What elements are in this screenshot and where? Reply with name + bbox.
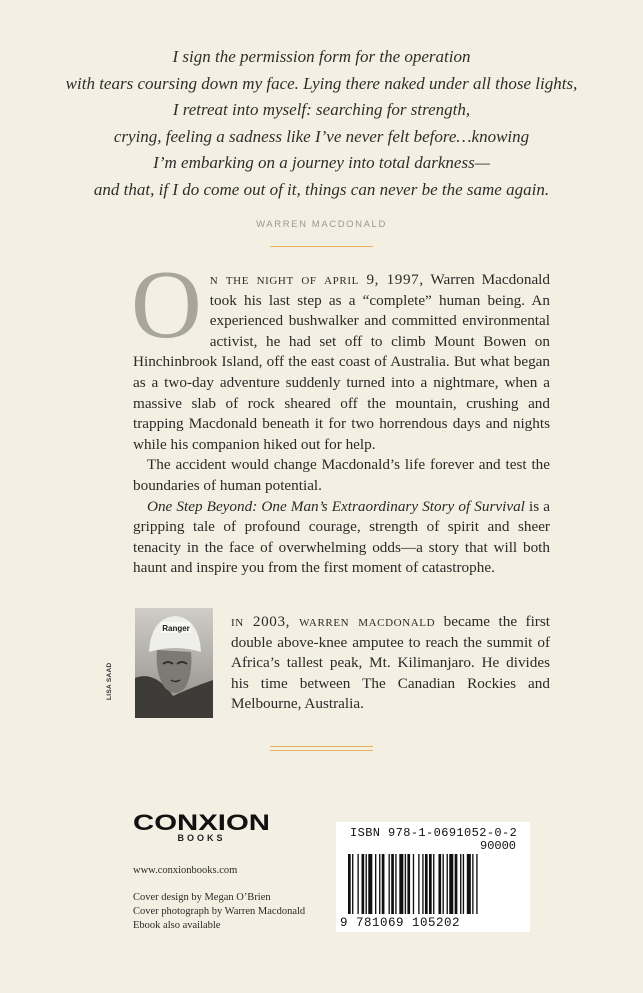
drop-cap: O [131,251,202,359]
barcode-bar [449,854,453,914]
barcode-bar [433,854,434,914]
book-title: One Step Beyond: One Man’s Extraordinary Story of Survival [147,497,525,515]
credit-design: Cover design by Megan O’Brien [133,892,271,903]
quote-line: I’m embarking on a journey into total darkness— [153,153,490,172]
epigraph-quote [40,44,603,203]
barcode-bar [375,854,376,914]
quote-attribution: WARREN MACDONALD [256,219,387,230]
barcode-bar [352,854,353,914]
barcode-bar [368,854,372,914]
barcode-bar [389,854,390,914]
barcode-bar [357,854,358,914]
helmet-label: Ranger [162,624,190,633]
ebook-note: Ebook also available [133,920,221,931]
bio-lead: in 2003, warren macdonald [231,613,436,630]
quote-line: I retreat into myself: searching for strength, [172,100,471,119]
barcode-bar [366,854,367,914]
barcode-bar [443,854,444,914]
blurb [131,251,550,579]
ean-number: 9 781069 105202 [340,916,461,930]
isbn-number: ISBN 978-1-0691052-0-2 [350,826,518,840]
barcode-bar [425,854,428,914]
barcode-bar [463,854,464,914]
quote-line: crying, feeling a sadness like I’ve never felt before…knowing [113,126,530,146]
barcode-bar [395,854,396,914]
top-divider [270,246,373,247]
bio-text: became the first double above-knee amputee to reach the summit of Africa’s tallest peak, Mt. Kilimanjaro. He divides his time between The Canadian Rockies and Melbourne, Australia. [231,613,550,713]
barcode-bar [405,854,406,914]
blurb-paragraph-3 [133,497,550,579]
blurb-p3-text: is a gripping tale of profound courage, strength of spirit and sheer tenacity in the face of overwhelming odds—a story that will both haunt and inspire you from the first moment of catastrophe. [133,497,550,577]
barcode-bar [455,854,458,914]
barcode-bar [379,854,380,914]
author-bio [231,612,550,715]
price-code: 90000 [480,839,517,853]
publisher-website: www.conxionbooks.com [133,865,238,876]
quote-line: and that, if I do come out of it, things can never be the same again. [93,179,550,199]
credit-photograph: Cover photograph by Warren Macdonald [133,906,306,917]
blurb-lead: n the night of april 9, 1997, [209,271,424,288]
conxion-logo [133,806,273,856]
logo-subtext: BOOKS [177,833,226,843]
barcode-bar [467,854,471,914]
barcode-area [336,822,530,932]
author-photo-image [135,608,213,718]
bottom-divider [270,746,373,751]
barcode-bar [418,854,419,914]
author-photo [135,608,213,718]
photo-credit: LISA SAAD [106,662,113,700]
barcode-bar [472,854,473,914]
quote-line: I sign the permission form for the operation [172,47,471,66]
logo-wordmark: CONXION [133,810,270,835]
blurb-paragraph-2: The accident would change Macdonald’s life forever and test the boundaries of human potential. [133,456,550,494]
barcode-bar [362,854,365,914]
barcode-bar [407,854,410,914]
blurb-p1-text: Warren Macdonald took his last step as a “complete” human being. An experienced bushwalker and committed environmental activist, he had set off to climb Mount Bowen on Hinchinbrook Island, off the east coast of Australia. But what began as a two-day adventure suddenly turned into a nightmare, when a massive slab of rock sheared off the mountain, crushing and trapping Macdonald beneath it for two horrendous days and nights while his companion hiked out for help. [133,271,550,453]
barcode-bar [348,854,351,914]
barcode-bar [447,854,448,914]
barcode-bar [460,854,461,914]
barcode-bar [429,854,432,914]
barcode-bar [382,854,385,914]
barcode-bars [348,854,520,916]
quote-line: with tears coursing down my face. Lying there naked under all those lights, [65,73,578,93]
barcode-bar [391,854,394,914]
barcode-bar [413,854,414,914]
barcode-bar [399,854,403,914]
barcode-bar [422,854,423,914]
blurb-paragraph-1 [131,251,550,455]
barcode-bar [438,854,441,914]
barcode-bar [476,854,477,914]
